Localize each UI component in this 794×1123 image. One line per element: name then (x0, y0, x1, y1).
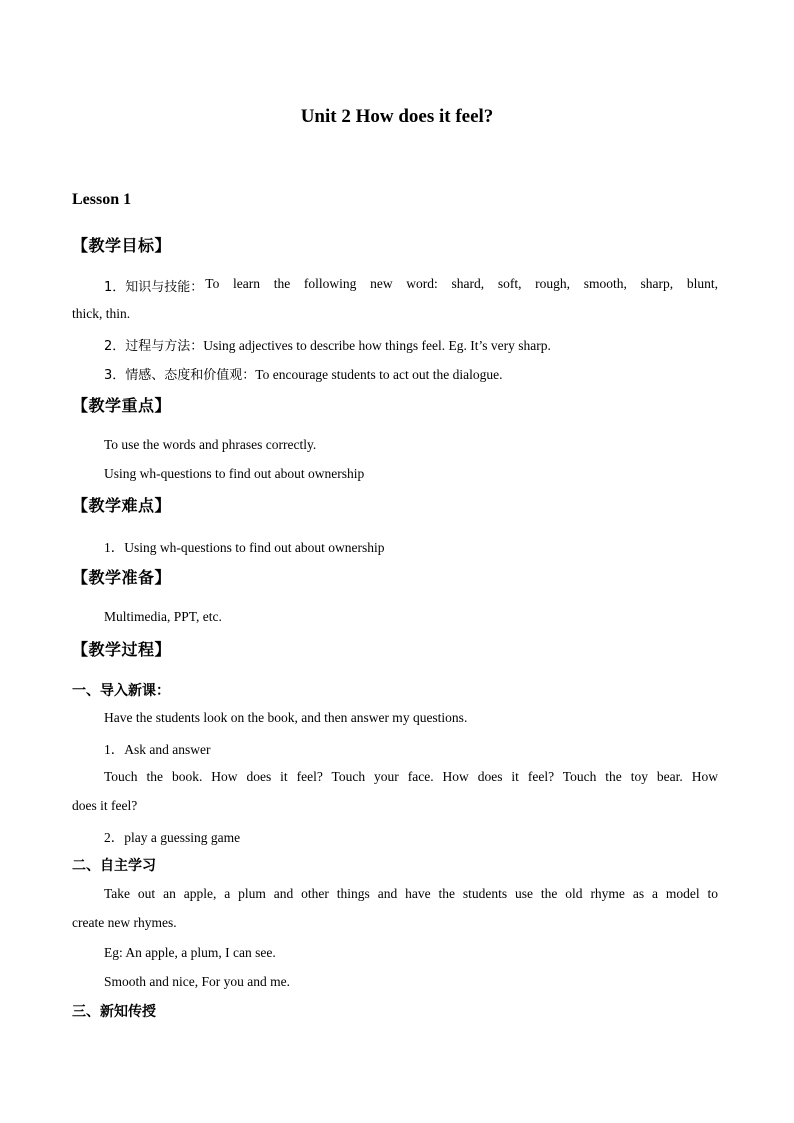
difficulties-heading: 【教学难点】 (72, 496, 172, 515)
document-title: Unit 2 How does it feel? (300, 106, 494, 127)
objective-2-text: Using adjectives to describe how things feel. Eg. It’s very sharp. (203, 338, 551, 353)
difficulty-1: 1．Using wh-questions to find out about ownership (104, 540, 385, 555)
section-1-line-4: does it feel? (72, 798, 138, 813)
section-1-line-1: Have the students look on the book, and then answer my questions. (104, 710, 468, 725)
objective-item-2 (104, 335, 551, 354)
objectives-heading: 【教学目标】 (72, 236, 172, 255)
section-2-line-3: Eg: An apple, a plum, I can see. (104, 945, 276, 960)
key-point-2: Using wh-questions to find out about ownership (104, 466, 365, 481)
preparation-line: Multimedia, PPT, etc. (104, 609, 222, 624)
key-point-1: To use the words and phrases correctly. (104, 437, 317, 452)
objective-3-text: To encourage students to act out the dialogue. (255, 367, 503, 382)
section-1-line-5: 2．play a guessing game (104, 830, 241, 845)
lesson-label: Lesson 1 (72, 191, 132, 208)
section-2-line-2: create new rhymes. (72, 915, 177, 930)
section-1-line-2: 1．Ask and answer (104, 742, 211, 757)
section-3-title: 三、新知传授 (72, 1004, 156, 1020)
process-heading: 【教学过程】 (72, 640, 172, 659)
key-points-heading: 【教学重点】 (72, 396, 172, 415)
objective-item-1 (104, 276, 718, 295)
objective-1-label: 1．知识与技能： (104, 280, 204, 295)
section-1-line-3: Touch the book. How does it feel? Touch your face. How does it feel? Touch the toy bear. How (104, 769, 718, 784)
objective-2-label: 2．过程与方法： (104, 339, 204, 354)
section-2-line-4: Smooth and nice, For you and me. (104, 974, 290, 989)
objective-item-3 (104, 364, 503, 383)
objective-item-1-continued: thick, thin. (72, 306, 131, 321)
section-2-title: 二、自主学习 (72, 858, 156, 874)
section-2-line-1: Take out an apple, a plum and other things and have the students use the old rhyme as a model to (104, 886, 718, 901)
preparation-heading: 【教学准备】 (72, 568, 172, 587)
objective-1-text: To learn the following new word: shard, soft, rough, smooth, sharp, blunt, (205, 276, 718, 291)
section-1-title: 一、导入新课： (72, 683, 170, 699)
objective-3-label: 3．情感、态度和价值观： (104, 368, 256, 383)
